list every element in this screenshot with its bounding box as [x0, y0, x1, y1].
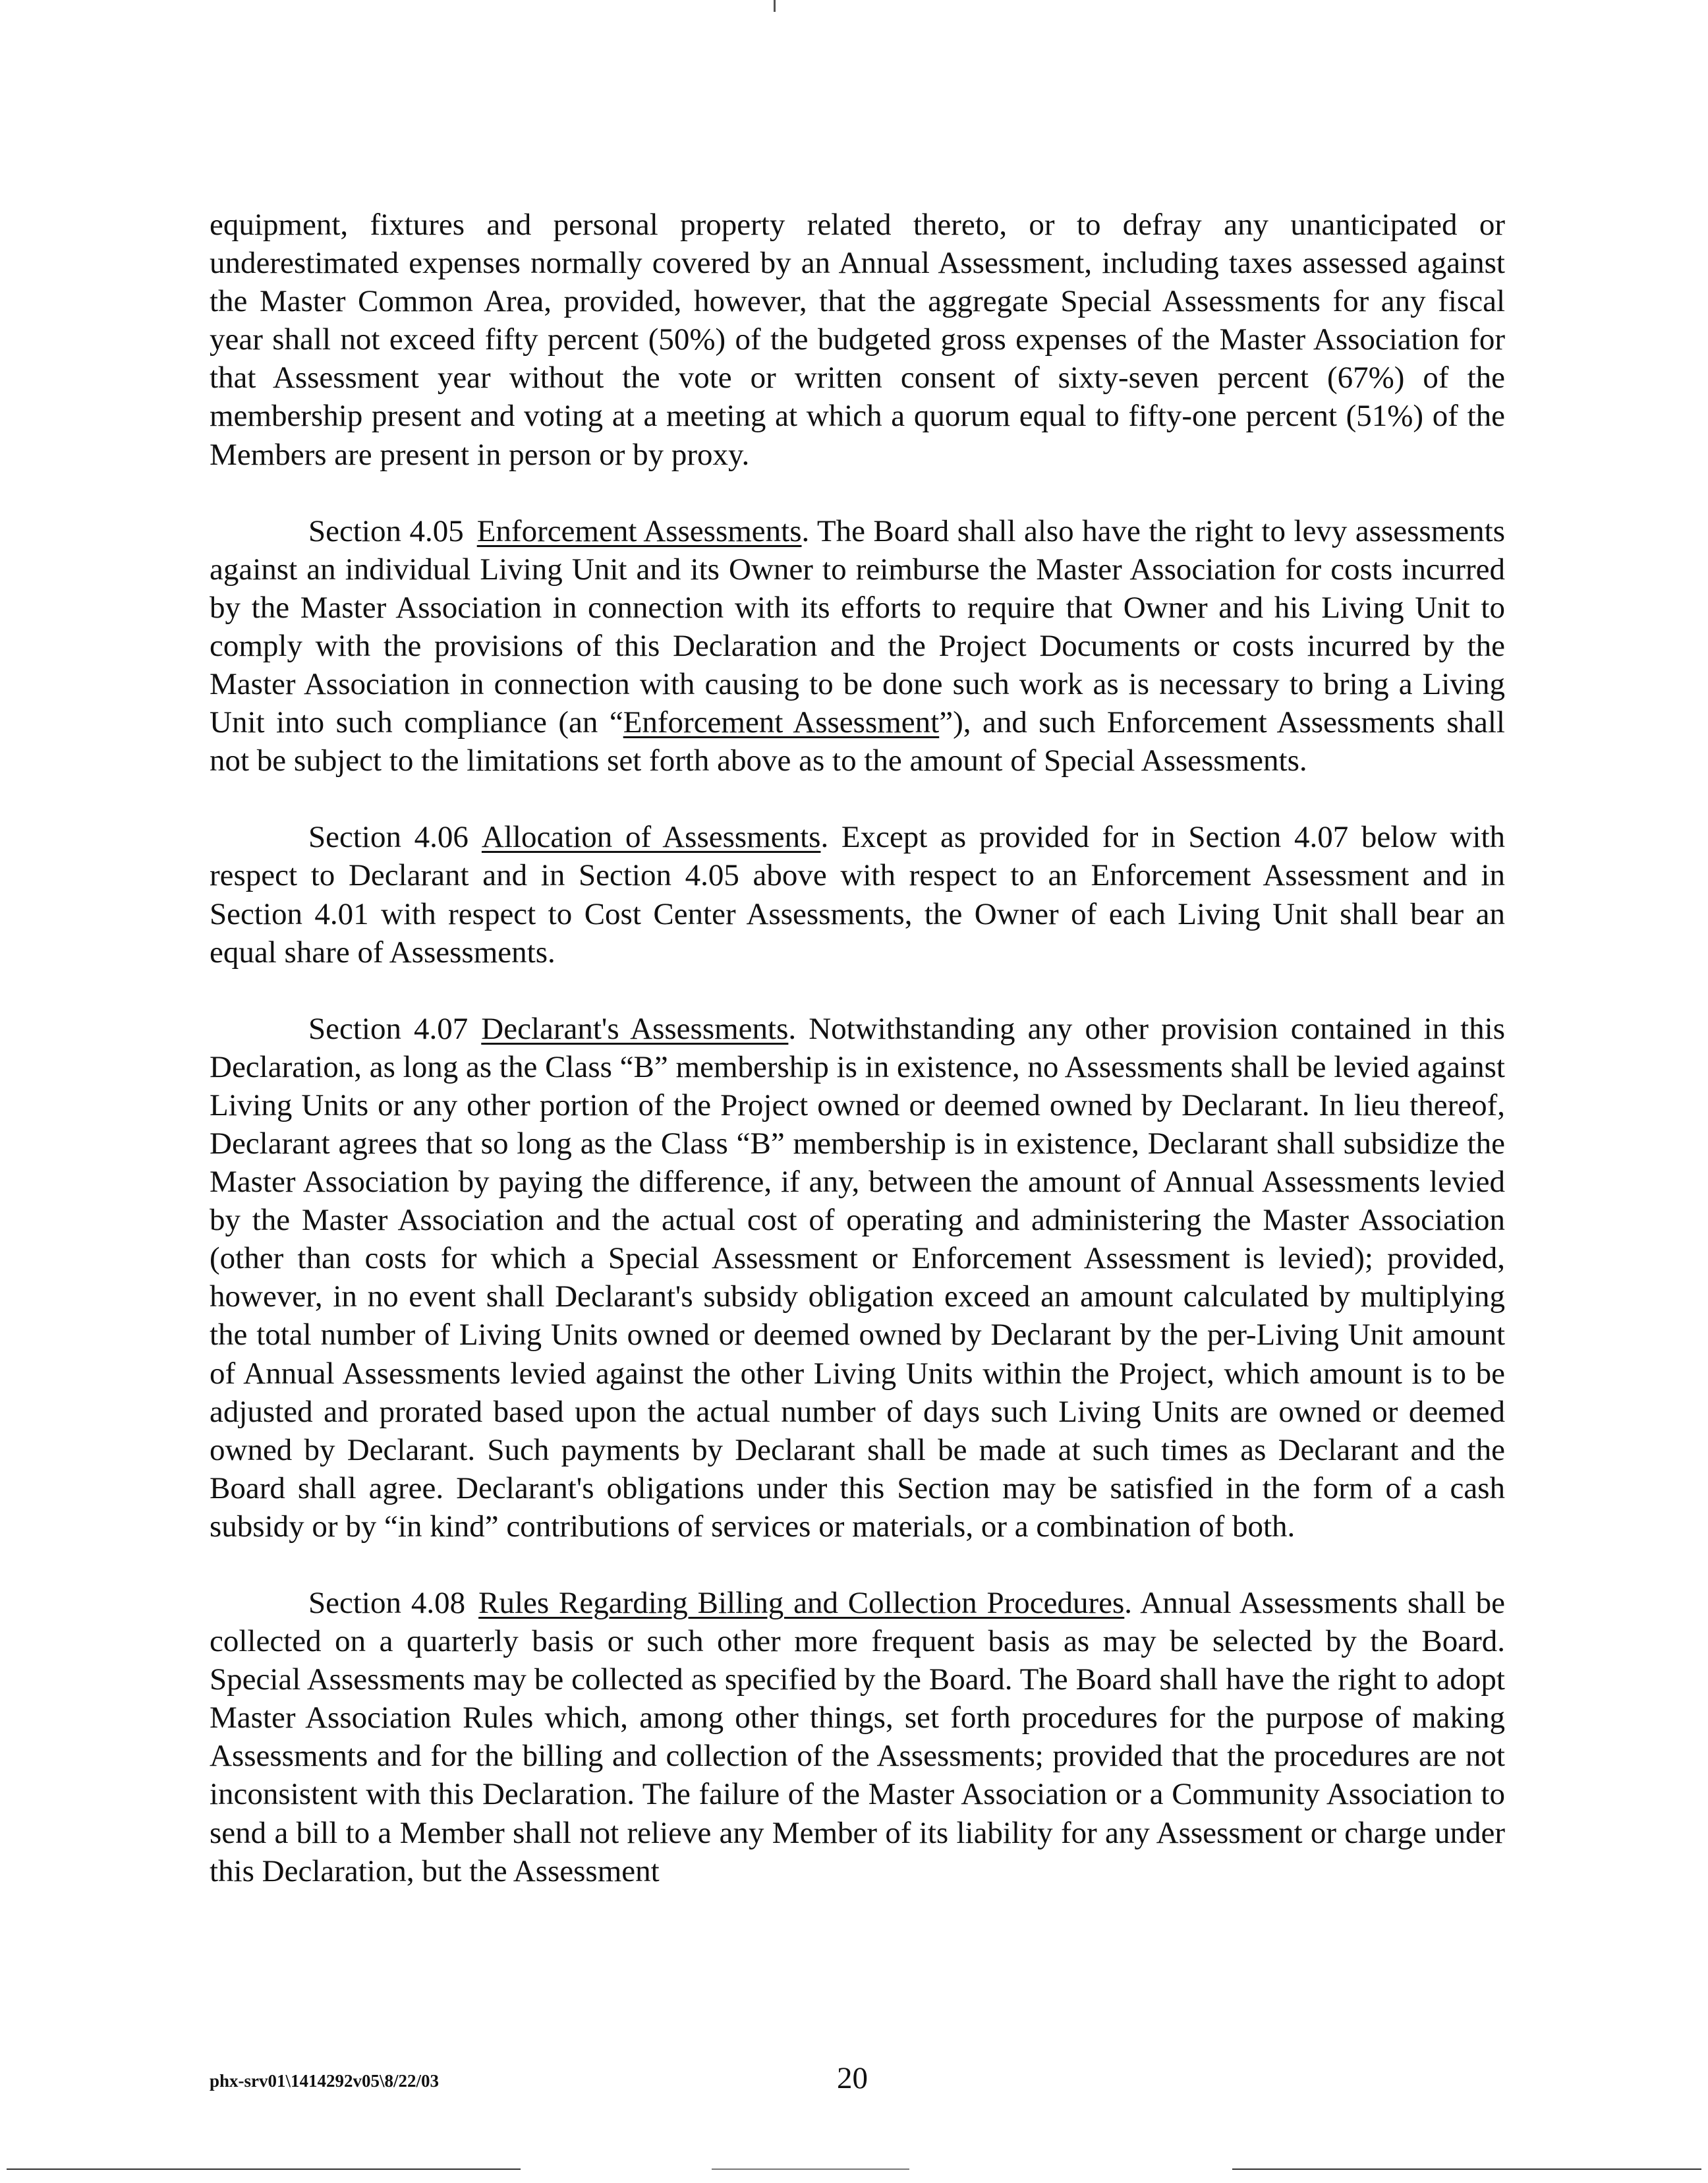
paragraph-section-4-08	[210, 1584, 1505, 1890]
section-number: Section 4.05	[308, 513, 464, 548]
paragraph-section-4-07	[210, 1010, 1505, 1546]
bottom-scan-line-right	[1232, 2168, 1701, 2170]
paragraph-text: equipment, fixtures and personal property related thereto, or to defray any unanticipated or underestimated expenses normally covered by an Annual Assessment, including taxes assessed against the Master Common Area, provided, however, that the aggregate Special Assessments for any fiscal year shall not exceed fifty percent (50%) of the budgeted gross expenses of the Master Association for that Assessment year without the vote or written consent of sixty-seven percent (67%) of the membership present and voting at a meeting at which a quorum equal to fifty-one percent (51%) of the Members are present in person or by proxy.	[210, 208, 1505, 472]
section-number: Section 4.08	[308, 1586, 466, 1620]
paragraph-text-end: ”), and such Enforcement Assessments shall not be subject to the limitations set forth above as to the amount of Special Assessments.	[210, 705, 1505, 778]
top-scan-mark	[774, 0, 776, 12]
paragraph-text: . Annual Assessments shall be collected on a quarterly basis or such other more frequent basis as may be selected by the Board. Special Assessments may be collected as specified by the Board. The Board shall have the right to adopt Master Association Rules which, among other things, set forth procedures for the purpose of making Assessments and for the billing and collection of the Assessments; provided that the procedures are not inconsistent with this Declaration. The failure of the Master Association or a Community Association to send a bill to a Member shall not relieve any Member of its liability for any Assessment or charge under this Declaration, but the Assessment	[210, 1586, 1505, 1888]
section-number: Section 4.07	[308, 1011, 469, 1046]
paragraph-text: . Except as provided for in Section 4.07 below with respect to Declarant and in Section 4.05 above with respect to an Enforcement Assessment and in Section 4.01 with respect to Cost Center Assessments, the Owner of each Living Unit shall bear an equal share of Assessments.	[210, 820, 1506, 970]
footer-document-reference: phx-srv01\1414292v05\8/22/03	[210, 2071, 440, 2091]
paragraph-continuation	[210, 206, 1505, 474]
bottom-scan-line-left	[7, 2168, 521, 2170]
document-body	[210, 206, 1505, 1890]
paragraph-section-4-05	[210, 512, 1505, 780]
paragraph-text: . The Board shall also have the right to levy assessments against an individual Living Unit and its Owner to reimburse the Master Association for costs incurred by the Master Association in connection with its efforts to require that Owner and his Living Unit to comply with the provisions of this Declaration and the Project Documents or costs incurred by the Master Association in connection with causing to be done such work as is necessary to bring a Living Unit into such compliance (an “	[210, 513, 1505, 740]
section-title: Declarant's Assessments	[481, 1011, 789, 1046]
page-number: 20	[837, 2061, 868, 2095]
paragraph-text: . Notwithstanding any other provision contained in this Declaration, as long as the Class “B” membership is in existence, no Assessments shall be levied against Living Units or any other portion of the Project owned or deemed owned by Declarant. In lieu thereof, Declarant agrees that so long as the Class “B” membership is in existence, Declarant shall subsidize the Master Association by paying the difference, if any, between the amount of Annual Assessments levied by the Master Association and the actual cost of operating and administering the Master Association (other than costs for which a Special Assessment or Enforcement Assessment is levied); provided, however, in no event shall Declarant's subsidy obligation exceed an amount calculated by multiplying the total number of Living Units owned or deemed owned by Declarant by the per-Living Unit amount of Annual Assessments levied against the other Living Units within the Project, which amount is to be adjusted and prorated based upon the actual number of days such Living Units are owned or deemed owned by Declarant. Such payments by Declarant shall be made at such times as Declarant and the Board shall agree. Declarant's obligations under this Section may be satisfied in the form of a cash subsidy or by “in kind” contributions of services or materials, or a combination of both.	[210, 1011, 1505, 1544]
section-title: Rules Regarding Billing and Collection Procedures	[478, 1586, 1125, 1620]
section-number: Section 4.06	[308, 820, 469, 855]
bottom-scan-line-middle	[712, 2168, 909, 2170]
paragraph-section-4-06	[210, 818, 1505, 971]
defined-term: Enforcement Assessment	[623, 705, 940, 740]
section-title: Enforcement Assessments	[476, 513, 802, 548]
section-title: Allocation of Assessments	[481, 820, 821, 855]
